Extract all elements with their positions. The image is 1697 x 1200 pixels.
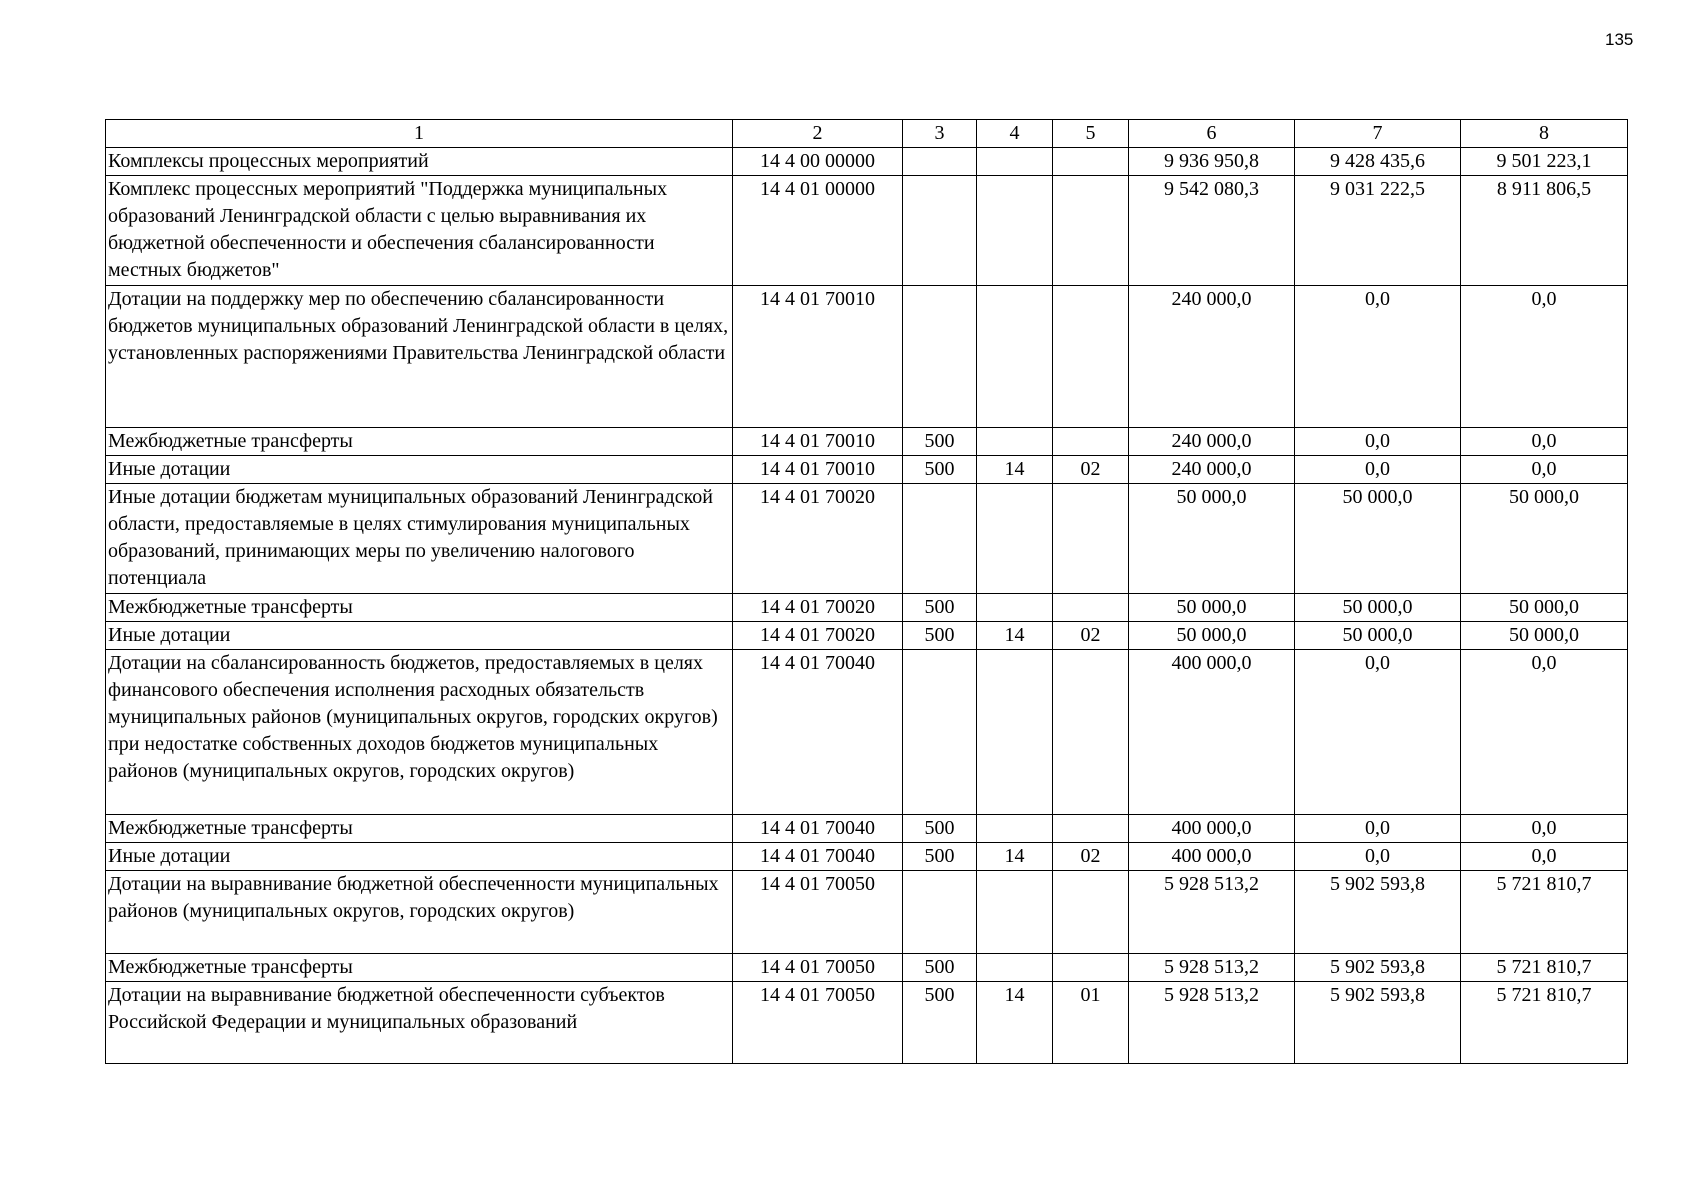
row-value-col7-cell: 0,0 [1295,650,1461,815]
row-name-cell: Межбюджетные трансферты [106,954,733,982]
row-value-col8-cell: 0,0 [1461,650,1628,815]
row-value-col7-cell: 50 000,0 [1295,594,1461,622]
row-value-col6-cell: 9 542 080,3 [1129,176,1295,286]
row-value-col8-cell: 0,0 [1461,815,1628,843]
row-col5-cell [1053,286,1129,428]
row-col4-cell [977,484,1053,594]
row-col3-cell: 500 [903,456,977,484]
row-value-col8-cell: 0,0 [1461,456,1628,484]
row-name-cell: Комплексы процессных мероприятий [106,148,733,176]
row-col4-cell [977,428,1053,456]
header-cell: 4 [977,120,1053,148]
table-row [106,871,1628,954]
row-name-cell: Иные дотации [106,843,733,871]
row-value-col6-cell: 400 000,0 [1129,843,1295,871]
row-col3-cell: 500 [903,982,977,1064]
row-name-cell: Иные дотации [106,622,733,650]
row-col3-cell: 500 [903,843,977,871]
row-col5-cell: 01 [1053,982,1129,1064]
row-col4-cell: 14 [977,843,1053,871]
row-name-cell: Дотации на сбалансированность бюджетов, предоставляемых в целях финансового обеспечения исполнения расходных обязательств муниципальных районов (муниципальных округов, городских округов) при недостатке собственных доходов бюджетов муниципальных районов (муниципальных округов, городских округов) [106,650,733,815]
row-col3-cell [903,871,977,954]
row-code-cell: 14 4 01 70020 [733,622,903,650]
row-value-col7-cell: 5 902 593,8 [1295,871,1461,954]
row-col5-cell [1053,428,1129,456]
row-code-cell: 14 4 01 70010 [733,428,903,456]
row-value-col7-cell: 0,0 [1295,843,1461,871]
row-value-col8-cell: 5 721 810,7 [1461,982,1628,1064]
row-value-col8-cell: 8 911 806,5 [1461,176,1628,286]
table-row [106,428,1628,456]
row-value-col8-cell: 50 000,0 [1461,622,1628,650]
row-value-col6-cell: 240 000,0 [1129,456,1295,484]
row-col4-cell [977,871,1053,954]
row-col4-cell [977,148,1053,176]
row-name-cell: Межбюджетные трансферты [106,594,733,622]
header-cell: 8 [1461,120,1628,148]
row-col4-cell: 14 [977,456,1053,484]
row-col3-cell: 500 [903,815,977,843]
row-col5-cell [1053,954,1129,982]
row-value-col7-cell: 5 902 593,8 [1295,954,1461,982]
row-value-col7-cell: 0,0 [1295,815,1461,843]
row-value-col6-cell: 5 928 513,2 [1129,954,1295,982]
row-col5-cell [1053,815,1129,843]
row-col5-cell [1053,176,1129,286]
table-row [106,456,1628,484]
row-col4-cell [977,594,1053,622]
row-col5-cell [1053,148,1129,176]
row-col3-cell [903,484,977,594]
row-value-col6-cell: 50 000,0 [1129,594,1295,622]
row-value-col6-cell: 400 000,0 [1129,650,1295,815]
table-row [106,594,1628,622]
row-value-col8-cell: 0,0 [1461,428,1628,456]
row-col4-cell [977,176,1053,286]
row-value-col8-cell: 50 000,0 [1461,594,1628,622]
table-row [106,148,1628,176]
row-col4-cell: 14 [977,622,1053,650]
row-name-cell: Межбюджетные трансферты [106,815,733,843]
row-value-col6-cell: 240 000,0 [1129,428,1295,456]
row-col5-cell: 02 [1053,456,1129,484]
table-row [106,650,1628,815]
table-row [106,982,1628,1064]
row-col4-cell [977,650,1053,815]
row-value-col7-cell: 5 902 593,8 [1295,982,1461,1064]
row-name-cell: Иные дотации бюджетам муниципальных образований Ленинградской области, предоставляемые в целях стимулирования муниципальных образований, принимающих меры по увеличению налогового потенциала [106,484,733,594]
row-col3-cell [903,148,977,176]
row-value-col6-cell: 5 928 513,2 [1129,871,1295,954]
row-col3-cell: 500 [903,622,977,650]
row-col4-cell [977,286,1053,428]
row-value-col7-cell: 0,0 [1295,428,1461,456]
row-col5-cell [1053,871,1129,954]
row-code-cell: 14 4 01 70020 [733,484,903,594]
row-code-cell: 14 4 01 70050 [733,871,903,954]
row-col5-cell [1053,650,1129,815]
row-col5-cell: 02 [1053,622,1129,650]
row-name-cell: Дотации на выравнивание бюджетной обеспеченности муниципальных районов (муниципальных округов, городских округов) [106,871,733,954]
row-code-cell: 14 4 01 70010 [733,286,903,428]
row-code-cell: 14 4 01 70050 [733,982,903,1064]
header-cell: 3 [903,120,977,148]
row-col5-cell [1053,484,1129,594]
table-row [106,843,1628,871]
row-value-col6-cell: 400 000,0 [1129,815,1295,843]
row-value-col6-cell: 50 000,0 [1129,484,1295,594]
row-col5-cell [1053,594,1129,622]
row-name-cell: Иные дотации [106,456,733,484]
row-value-col8-cell: 50 000,0 [1461,484,1628,594]
table-row [106,622,1628,650]
row-value-col7-cell: 9 428 435,6 [1295,148,1461,176]
row-code-cell: 14 4 01 70010 [733,456,903,484]
row-value-col7-cell: 0,0 [1295,286,1461,428]
row-value-col7-cell: 50 000,0 [1295,484,1461,594]
row-name-cell: Дотации на поддержку мер по обеспечению сбалансированности бюджетов муниципальных образований Ленинградской области в целях, установленных распоряжениями Правительства Ленинградской области [106,286,733,428]
header-cell: 6 [1129,120,1295,148]
row-code-cell: 14 4 01 70050 [733,954,903,982]
row-code-cell: 14 4 01 70040 [733,815,903,843]
row-code-cell: 14 4 00 00000 [733,148,903,176]
row-col3-cell [903,286,977,428]
row-value-col7-cell: 9 031 222,5 [1295,176,1461,286]
row-value-col7-cell: 50 000,0 [1295,622,1461,650]
row-value-col6-cell: 5 928 513,2 [1129,982,1295,1064]
row-code-cell: 14 4 01 70040 [733,843,903,871]
table-row [106,176,1628,286]
row-name-cell: Комплекс процессных мероприятий "Поддержка муниципальных образований Ленинградской области с целью выравнивания их бюджетной обеспеченности и обеспечения сбалансированности местных бюджетов" [106,176,733,286]
row-value-col6-cell: 240 000,0 [1129,286,1295,428]
header-cell: 2 [733,120,903,148]
row-value-col6-cell: 50 000,0 [1129,622,1295,650]
header-cell: 7 [1295,120,1461,148]
row-value-col7-cell: 0,0 [1295,456,1461,484]
page-number: 135 [1605,30,1634,49]
header-cell: 1 [106,120,733,148]
table-row [106,286,1628,428]
row-code-cell: 14 4 01 70040 [733,650,903,815]
table-row [106,484,1628,594]
row-code-cell: 14 4 01 70020 [733,594,903,622]
row-col4-cell: 14 [977,982,1053,1064]
row-col5-cell: 02 [1053,843,1129,871]
row-value-col8-cell: 0,0 [1461,843,1628,871]
row-col4-cell [977,954,1053,982]
budget-table [105,119,1628,1064]
row-col3-cell: 500 [903,954,977,982]
row-col3-cell [903,176,977,286]
row-col4-cell [977,815,1053,843]
table-row [106,815,1628,843]
row-code-cell: 14 4 01 00000 [733,176,903,286]
row-name-cell: Межбюджетные трансферты [106,428,733,456]
table-header-row [106,120,1628,148]
row-value-col8-cell: 5 721 810,7 [1461,871,1628,954]
header-cell: 5 [1053,120,1129,148]
row-value-col8-cell: 0,0 [1461,286,1628,428]
row-col3-cell [903,650,977,815]
row-value-col8-cell: 5 721 810,7 [1461,954,1628,982]
table-row [106,954,1628,982]
row-col3-cell: 500 [903,428,977,456]
row-value-col6-cell: 9 936 950,8 [1129,148,1295,176]
row-value-col8-cell: 9 501 223,1 [1461,148,1628,176]
row-col3-cell: 500 [903,594,977,622]
row-name-cell: Дотации на выравнивание бюджетной обеспеченности субъектов Российской Федерации и муниципальных образований [106,982,733,1064]
